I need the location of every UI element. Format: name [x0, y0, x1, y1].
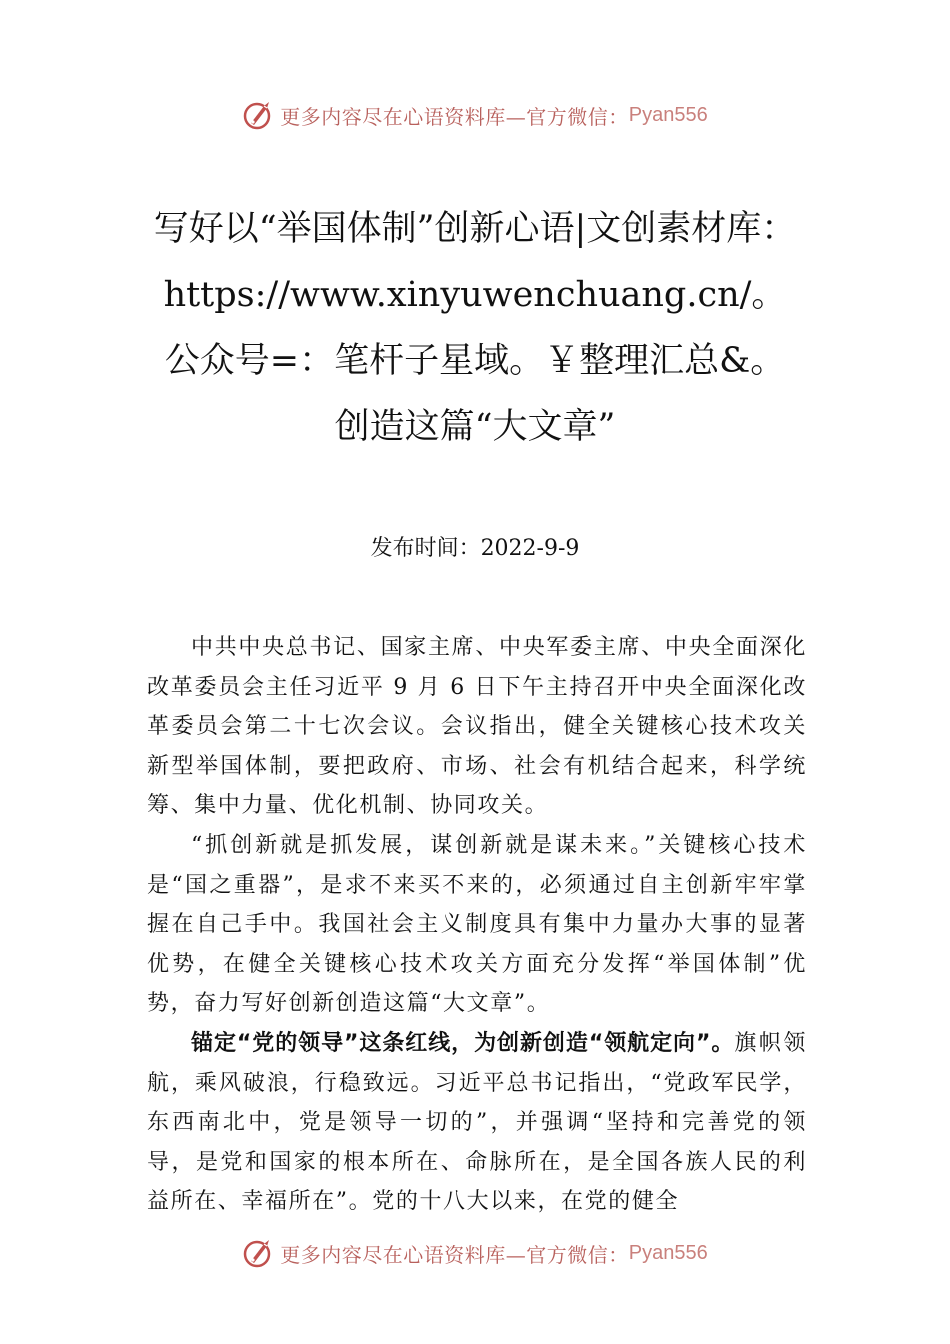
document-title: 写好以“举国体制”创新心语|文创素材库：https://www.xinyuwenchuang.cn/。公众号=：笔杆子星域。￥整理汇总&。创造这篇“大文章”	[153, 209, 797, 447]
header-banner	[0, 95, 950, 135]
publish-date: 发布时间：2022-9-9	[370, 536, 580, 561]
document-body	[147, 628, 807, 1220]
section-paragraph	[147, 1024, 807, 1220]
section-lead: 锚定“党的领导”这条红线，为创新创造“领航定向”。	[191, 1030, 735, 1056]
banner-wechat-id: Pyan556	[628, 1241, 708, 1264]
body-paragraph: 中共中央总书记、国家主席、中央军委主席、中央全面深化改革委员会主任习近平 9 月 6 日下午主持召开中央全面深化改革委员会第二十七次会议。会议指出，健全关键核心技术攻关新型举国体制，要把政府、市场、社会有机结合起来，科学统筹、集中力量、优化机制、协同攻关。	[147, 635, 807, 819]
section-body: 旗帜领航，乘风破浪，行稳致远。习近平总书记指出，“党政军民学，东西南北中，党是领导一切的”，并强调“坚持和完善党的领导，是党和国家的根本所在、命脉所在，是全国各族人民的利益所在、幸福所在”。党的十八大以来，在党的健全	[147, 1030, 807, 1215]
banner-text: 更多内容尽在心语资料库—官方微信：	[280, 104, 629, 129]
body-paragraph: “抓创新就是抓发展，谋创新就是谋未来。”关键核心技术是“国之重器”，是求不来买不来的，必须通过自主创新牢牢掌握在自己手中。我国社会主义制度具有集中力量办大事的显著优势，在健全关键核心技术攻关方面充分发挥“举国体制”优势，奋力写好创新创造这篇“大文章”。	[147, 832, 807, 1017]
footer-banner	[0, 1233, 950, 1273]
banner-wechat-id: Pyan556	[628, 103, 708, 126]
banner-text: 更多内容尽在心语资料库—官方微信：	[280, 1242, 629, 1267]
fountain-pen-logo-icon	[242, 98, 276, 132]
fountain-pen-logo-icon	[242, 1236, 276, 1270]
